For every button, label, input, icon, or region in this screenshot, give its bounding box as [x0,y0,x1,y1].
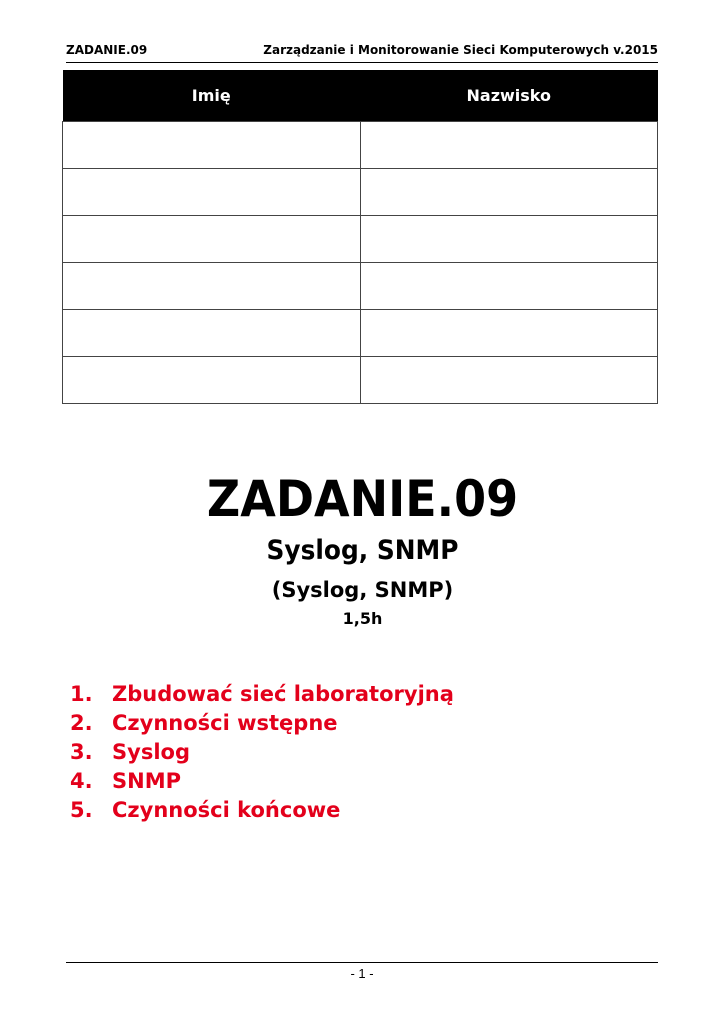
first-name-cell[interactable] [63,357,361,404]
header-course-title: Zarządzanie i Monitorowanie Sieci Komputerowych v.2015 [263,43,658,57]
table-row [63,357,658,404]
last-name-cell[interactable] [360,169,658,216]
table-row [63,169,658,216]
task-number: 4. [70,769,93,793]
table-row [63,310,658,357]
task-label: SNMP [112,769,181,793]
page-footer [66,962,658,981]
table-row [63,263,658,310]
document-subtitle-alt: (Syslog, SNMP) [271,578,454,602]
first-name-cell[interactable] [63,216,361,263]
table-header-row [63,70,658,122]
first-name-cell[interactable] [63,263,361,310]
last-name-cell[interactable] [360,122,658,169]
page-number: - 1 - [350,966,374,981]
first-name-cell[interactable] [63,122,361,169]
list-item [70,738,454,767]
last-name-cell[interactable] [360,216,658,263]
task-number: 5. [70,798,93,822]
last-name-cell[interactable] [360,263,658,310]
page-header [66,40,658,63]
list-item [70,709,454,738]
table-row [63,122,658,169]
task-number: 2. [70,711,93,735]
document-subtitle: Syslog, SNMP [266,535,459,566]
task-list [70,680,454,825]
task-number: 3. [70,740,93,764]
task-label: Syslog [112,740,190,764]
student-names-table [62,70,658,404]
task-label: Czynności końcowe [112,798,341,822]
table-row [63,216,658,263]
column-header-first-name: Imię [63,70,361,122]
list-item [70,680,454,709]
first-name-cell[interactable] [63,169,361,216]
task-label: Czynności wstępne [112,711,338,735]
task-label: Zbudować sieć laboratoryjną [112,682,454,706]
last-name-cell[interactable] [360,310,658,357]
list-item [70,796,454,825]
task-duration: 1,5h [342,609,383,628]
task-number: 1. [70,682,93,706]
last-name-cell[interactable] [360,357,658,404]
first-name-cell[interactable] [63,310,361,357]
document-title: ZADANIE.09 [206,470,519,528]
header-task-id: ZADANIE.09 [66,43,148,57]
list-item [70,767,454,796]
column-header-last-name: Nazwisko [360,70,658,122]
